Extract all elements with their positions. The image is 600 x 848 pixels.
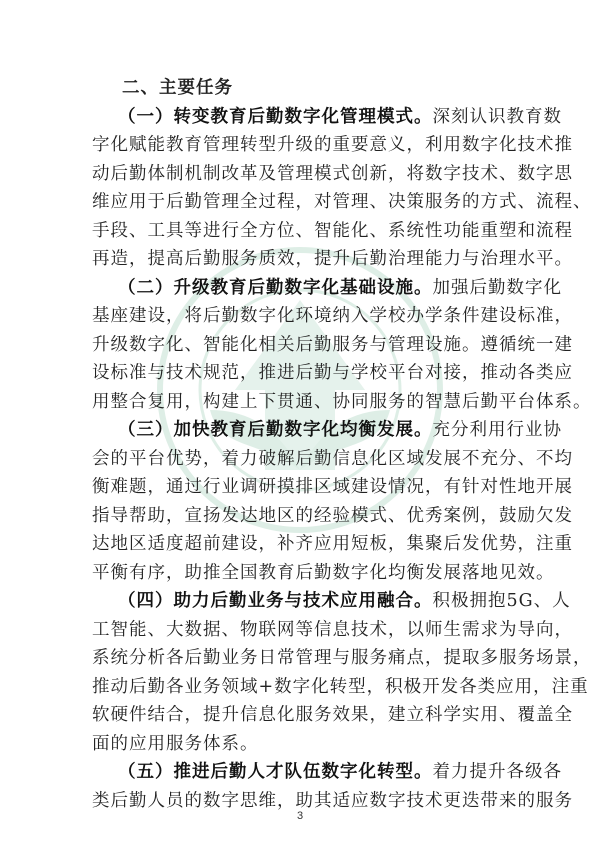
paragraph-line <box>92 131 573 160</box>
paragraph-text: 维应用于后勤管理全过程，对管理、决策服务的方式、流程、 <box>92 192 592 212</box>
paragraph-text: 设标准与技术规范，推进后勤与学校平台对接，推动各类应 <box>92 363 573 383</box>
paragraph-text: 衡难题，通过行业调研摸排区域建设情况，有针对性地开展 <box>92 477 573 497</box>
paragraph-line <box>92 302 573 331</box>
paragraph-lead-heading: （五）推进后勤人才队伍数字化转型。 <box>118 762 433 782</box>
paragraph-line <box>92 559 555 588</box>
paragraph-line <box>92 359 573 388</box>
paragraph-text: 升级数字化、智能化相关后勤服务与管理设施。遵循统一建 <box>92 334 573 355</box>
paragraph-first-line <box>92 274 562 303</box>
paragraph-text: 系统分析各后勤业务日常管理与服务痛点，提取多服务场景， <box>92 648 592 668</box>
paragraph-text: 深刻认识教育数 <box>432 106 562 127</box>
paragraph-text: 充分利用行业协 <box>432 420 562 440</box>
paragraph-line <box>92 188 592 217</box>
paragraph-lead-heading: （四）助力后勤业务与技术应用融合。 <box>118 591 433 611</box>
paragraph-first-line <box>92 758 562 787</box>
paragraph-text: 软硬件结合，提升信息化服务效果，建立科学实用、覆盖全 <box>92 705 573 725</box>
paragraph-first-line <box>92 416 562 445</box>
paragraph-first-line <box>92 103 562 132</box>
paragraph-text: 再造，提高后勤服务质效，提升后勤治理能力与治理水平。 <box>92 249 573 269</box>
paragraph-line <box>92 644 592 673</box>
paragraph-line <box>92 530 573 559</box>
paragraph-text: 着力提升各级各 <box>432 762 562 782</box>
paragraph-lead-heading: （二）升级教育后勤数字化基础设施。 <box>118 277 433 298</box>
paragraph-text: 推动后勤各业务领域+数字化转型，积极开发各类应用，注重 <box>92 676 589 697</box>
paragraph-line <box>92 245 573 274</box>
paragraph-text: 动后勤体制机制改革及管理模式创新，将数字技术、数字思 <box>92 163 573 184</box>
paragraph-text: 手段、工具等进行全方位、智能化、系统性功能重塑和流程 <box>92 220 573 241</box>
paragraph-lead-heading: （三）加快教育后勤数字化均衡发展。 <box>118 420 433 440</box>
paragraph-line <box>92 701 573 730</box>
paragraph-text: 用整合复用，构建上下贯通、协同服务的智慧后勤平台体系。 <box>92 391 592 412</box>
document-body <box>92 74 592 815</box>
paragraph-line <box>92 331 573 360</box>
paragraph-first-line <box>92 587 571 616</box>
paragraph-line <box>92 730 510 759</box>
paragraph-line <box>92 217 573 246</box>
paragraph-text: 会的平台优势，着力破解后勤信息化区域发展不充分、不均 <box>92 448 573 469</box>
paragraph-text: 平衡有序，助推全国教育后勤数字化均衡发展落地见效。 <box>92 562 555 583</box>
paragraph-line <box>92 502 573 531</box>
paragraph-text: 类后勤人员的数字思维，助其适应数字技术更迭带来的服务 <box>92 790 573 811</box>
paragraph-line <box>92 445 573 474</box>
paragraph-line <box>92 160 573 189</box>
paragraph-text: 工智能、大数据、物联网等信息技术，以师生需求为导向， <box>92 619 573 640</box>
paragraph-text: 达地区适度超前建设，补齐应用短板，集聚后发优势，注重 <box>92 534 573 554</box>
page-number: 3 <box>296 810 304 822</box>
paragraph-text: 指导帮助，宣扬发达地区的经验模式、优秀案例，鼓励欠发 <box>92 505 573 526</box>
paragraph-lead-heading: （一）转变教育后勤数字化管理模式。 <box>118 106 433 127</box>
paragraph-line <box>92 388 592 417</box>
paragraph-text: 字化赋能教育管理转型升级的重要意义，利用数字化技术推 <box>92 135 573 155</box>
section-heading: 二、主要任务 <box>122 78 233 98</box>
paragraph-text: 面的应用服务体系。 <box>92 733 259 754</box>
paragraph-line <box>92 673 589 702</box>
paragraph-text: 加强后勤数字化 <box>432 277 562 298</box>
paragraph-text: 积极拥抱5G、人 <box>432 591 571 611</box>
paragraph-line <box>92 616 573 645</box>
paragraph-line <box>92 473 573 502</box>
paragraph-text: 基座建设，将后勤数字化环境纳入学校办学条件建设标准， <box>92 306 573 326</box>
